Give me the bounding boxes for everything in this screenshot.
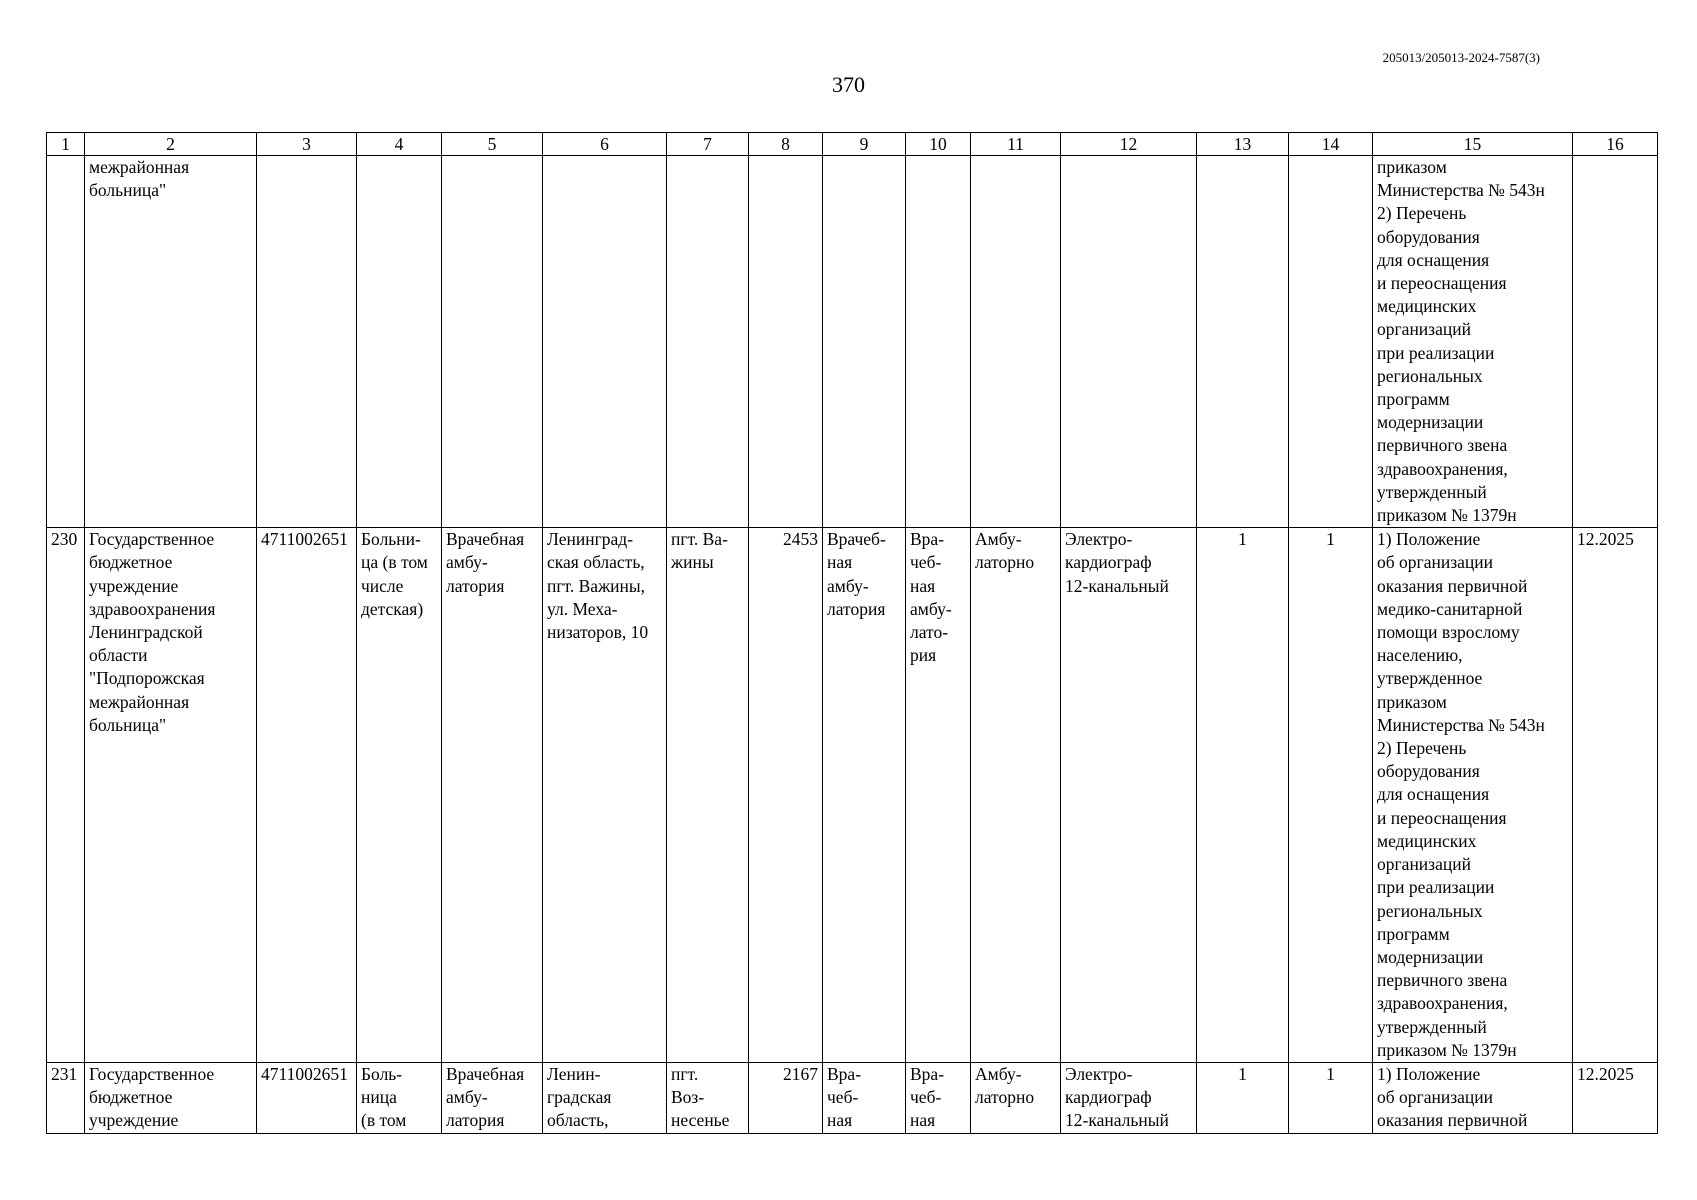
cell-address (543, 156, 667, 528)
cell-locality: пгт. Ва- жины (667, 528, 749, 1063)
column-header: 8 (749, 133, 823, 156)
column-header: 5 (442, 133, 543, 156)
column-header: 11 (971, 133, 1061, 156)
cell-qty-b: 1 (1289, 1062, 1373, 1133)
cell-qty-a: 1 (1197, 528, 1289, 1063)
cell-number: 230 (47, 528, 85, 1063)
column-header: 6 (543, 133, 667, 156)
page-number: 370 (832, 72, 865, 97)
table-row-continuation (47, 156, 1658, 528)
cell-unit-type: Врачебная амбу- латория (442, 528, 543, 1063)
cell-qty-a (1197, 156, 1289, 528)
document-id: 205013/205013-2024-7587(3) (1382, 50, 1540, 65)
cell-organization: Государственное бюджетное учреждение (85, 1062, 257, 1133)
cell-organization: Государственное бюджетное учреждение здравоохранения Ленинградской области "Подпорожская межрайонная больница" (85, 528, 257, 1063)
cell-locality (667, 156, 749, 528)
column-header: 4 (357, 133, 442, 156)
cell-facility-type (357, 156, 442, 528)
table-row (47, 1062, 1658, 1133)
cell-date: 12.2025 (1573, 528, 1658, 1063)
cell-inn: 4711002651 (257, 1062, 357, 1133)
cell-number: 231 (47, 1062, 85, 1133)
column-header: 9 (823, 133, 906, 156)
cell-qty-b: 1 (1289, 528, 1373, 1063)
cell-locality: пгт. Воз- несенье (667, 1062, 749, 1133)
cell-facility-type: Боль- ница (в том (357, 1062, 442, 1133)
cell-address: Ленин- градская область, (543, 1062, 667, 1133)
column-header: 7 (667, 133, 749, 156)
column-header: 16 (1573, 133, 1658, 156)
cell-col10: Вра- чеб- ная (906, 1062, 971, 1133)
data-table (46, 132, 1658, 1134)
cell-regulation: 1) Положение об организации оказания первичной медико-санитарной помощи взрослому населению, утвержденное приказом Министерства № 543н 2) Перечень оборудования для оснащения и переоснащения медицинских организаций при реализации региональных программ модернизации первичного звена здравоохранения, утвержденный приказом № 1379н (1373, 528, 1573, 1063)
cell-qty-a: 1 (1197, 1062, 1289, 1133)
column-header: 10 (906, 133, 971, 156)
column-header: 2 (85, 133, 257, 156)
column-header: 15 (1373, 133, 1573, 156)
cell-care-form (971, 156, 1061, 528)
cell-facility-type: Больни- ца (в том числе детская) (357, 528, 442, 1063)
cell-care-form: Амбу- латорно (971, 1062, 1061, 1133)
cell-col10 (906, 156, 971, 528)
cell-col9: Врачеб- ная амбу- латория (823, 528, 906, 1063)
cell-population (749, 156, 823, 528)
column-number-header-row (47, 133, 1658, 156)
cell-organization: межрайонная больница" (85, 156, 257, 528)
table-row (47, 528, 1658, 1063)
cell-qty-b (1289, 156, 1373, 528)
cell-col10: Вра- чеб- ная амбу- лато- рия (906, 528, 971, 1063)
cell-unit-type: Врачебная амбу- латория (442, 1062, 543, 1133)
column-header: 1 (47, 133, 85, 156)
column-header: 14 (1289, 133, 1373, 156)
cell-date (1573, 156, 1658, 528)
cell-col9 (823, 156, 906, 528)
column-header: 3 (257, 133, 357, 156)
cell-population: 2453 (749, 528, 823, 1063)
cell-col9: Вра- чеб- ная (823, 1062, 906, 1133)
cell-regulation: приказом Министерства № 543н 2) Перечень оборудования для оснащения и переоснащения медицинских организаций при реализации региональных программ модернизации первичного звена здравоохранения, утвержденный приказом № 1379н (1373, 156, 1573, 528)
cell-equipment: Электро- кардиограф 12-канальный (1061, 1062, 1197, 1133)
column-header: 13 (1197, 133, 1289, 156)
cell-population: 2167 (749, 1062, 823, 1133)
cell-equipment: Электро- кардиограф 12-канальный (1061, 528, 1197, 1063)
cell-date: 12.2025 (1573, 1062, 1658, 1133)
cell-inn (257, 156, 357, 528)
cell-care-form: Амбу- латорно (971, 528, 1061, 1063)
cell-address: Ленинград- ская область, пгт. Важины, ул. Меха- низаторов, 10 (543, 528, 667, 1063)
cell-regulation: 1) Положение об организации оказания первичной (1373, 1062, 1573, 1133)
cell-inn: 4711002651 (257, 528, 357, 1063)
column-header: 12 (1061, 133, 1197, 156)
cell-unit-type (442, 156, 543, 528)
cell-equipment (1061, 156, 1197, 528)
cell-number (47, 156, 85, 528)
